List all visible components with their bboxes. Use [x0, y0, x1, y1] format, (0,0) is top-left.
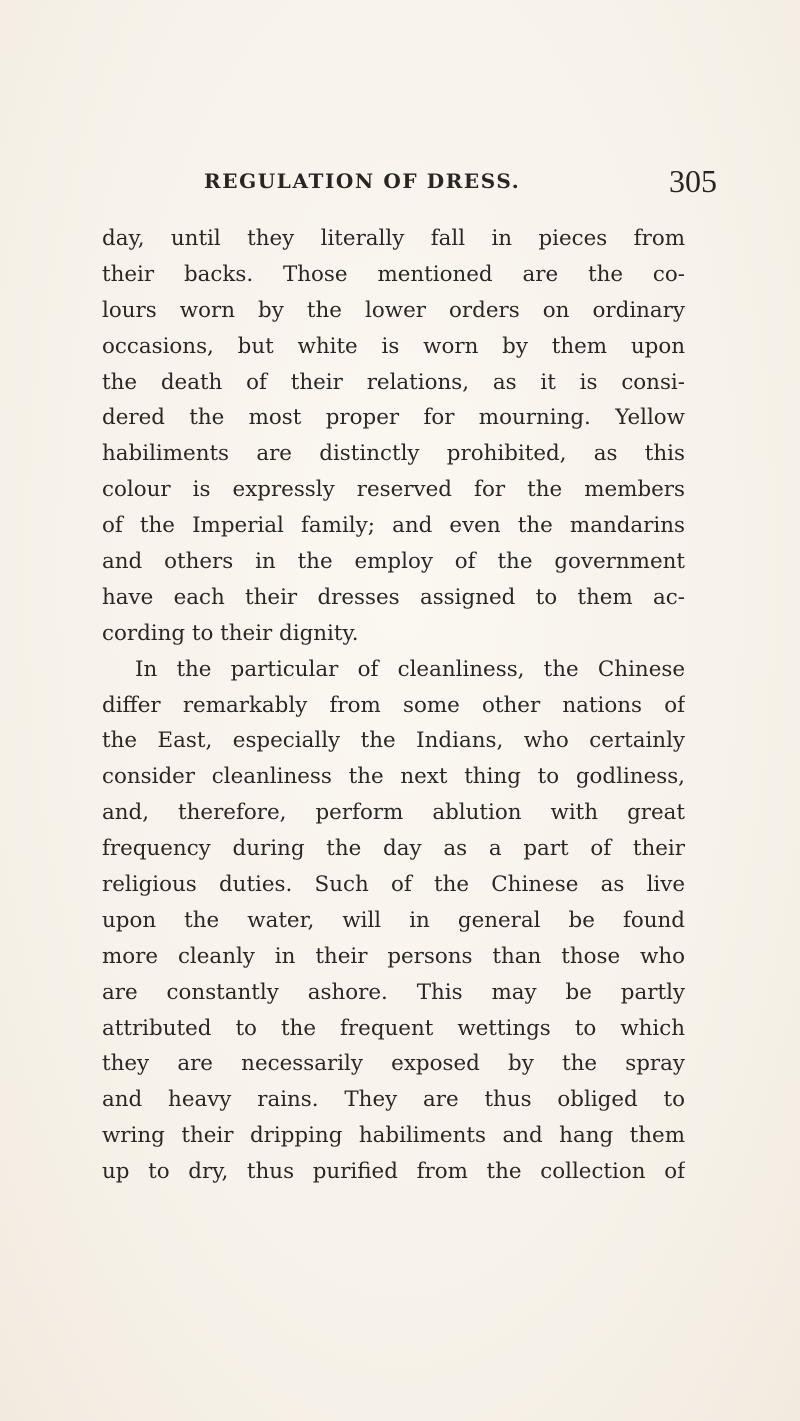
text-line: differ remarkably from some other nations of — [102, 692, 685, 718]
text-line: their backs. Those mentioned are the co- — [102, 261, 685, 287]
text-line: and heavy rains. They are thus obliged to — [102, 1087, 685, 1113]
text-line: the East, especially the Indians, who certainly — [102, 728, 685, 754]
text-line: occasions, but white is worn by them upon — [102, 333, 685, 359]
text-line: of the Imperial family; and even the mandarins — [102, 513, 685, 539]
text-line: upon the water, will in general be found — [102, 907, 685, 933]
text-line: consider cleanliness the next thing to godliness, — [102, 764, 685, 790]
text-line: wring their dripping habiliments and hang them — [102, 1123, 685, 1149]
paragraph-start-line: In the particular of cleanliness, the Chinese — [135, 656, 685, 682]
text-line: have each their dresses assigned to them ac- — [102, 584, 685, 610]
text-line: the death of their relations, as it is consi- — [102, 369, 685, 395]
text-line: frequency during the day as a part of their — [102, 836, 685, 862]
text-line: more cleanly in their persons than those who — [102, 943, 685, 969]
page-header — [0, 163, 800, 199]
text-line: are constantly ashore. This may be partly — [102, 979, 685, 1005]
text-line: and, therefore, perform ablution with great — [102, 800, 685, 826]
text-line: cording to their dignity. — [102, 620, 359, 646]
text-line: habiliments are distinctly prohibited, as this — [102, 441, 685, 467]
text-line: colour is expressly reserved for the members — [102, 477, 685, 503]
text-line: attributed to the frequent wettings to which — [102, 1015, 685, 1041]
text-line: dered the most proper for mourning. Yellow — [102, 405, 685, 431]
text-line: day, until they literally fall in pieces from — [102, 226, 685, 251]
text-line: up to dry, thus purified from the collection of — [102, 1159, 685, 1185]
text-line: they are necessarily exposed by the spray — [102, 1051, 685, 1077]
text-line: lours worn by the lower orders on ordinary — [102, 297, 685, 323]
running-head: REGULATION OF DRESS. — [204, 169, 521, 193]
text-line: and others in the employ of the government — [102, 549, 685, 575]
text-line: religious duties. Such of the Chinese as live — [102, 872, 685, 898]
page-number: 305 — [669, 163, 717, 199]
body-text — [102, 221, 685, 1190]
